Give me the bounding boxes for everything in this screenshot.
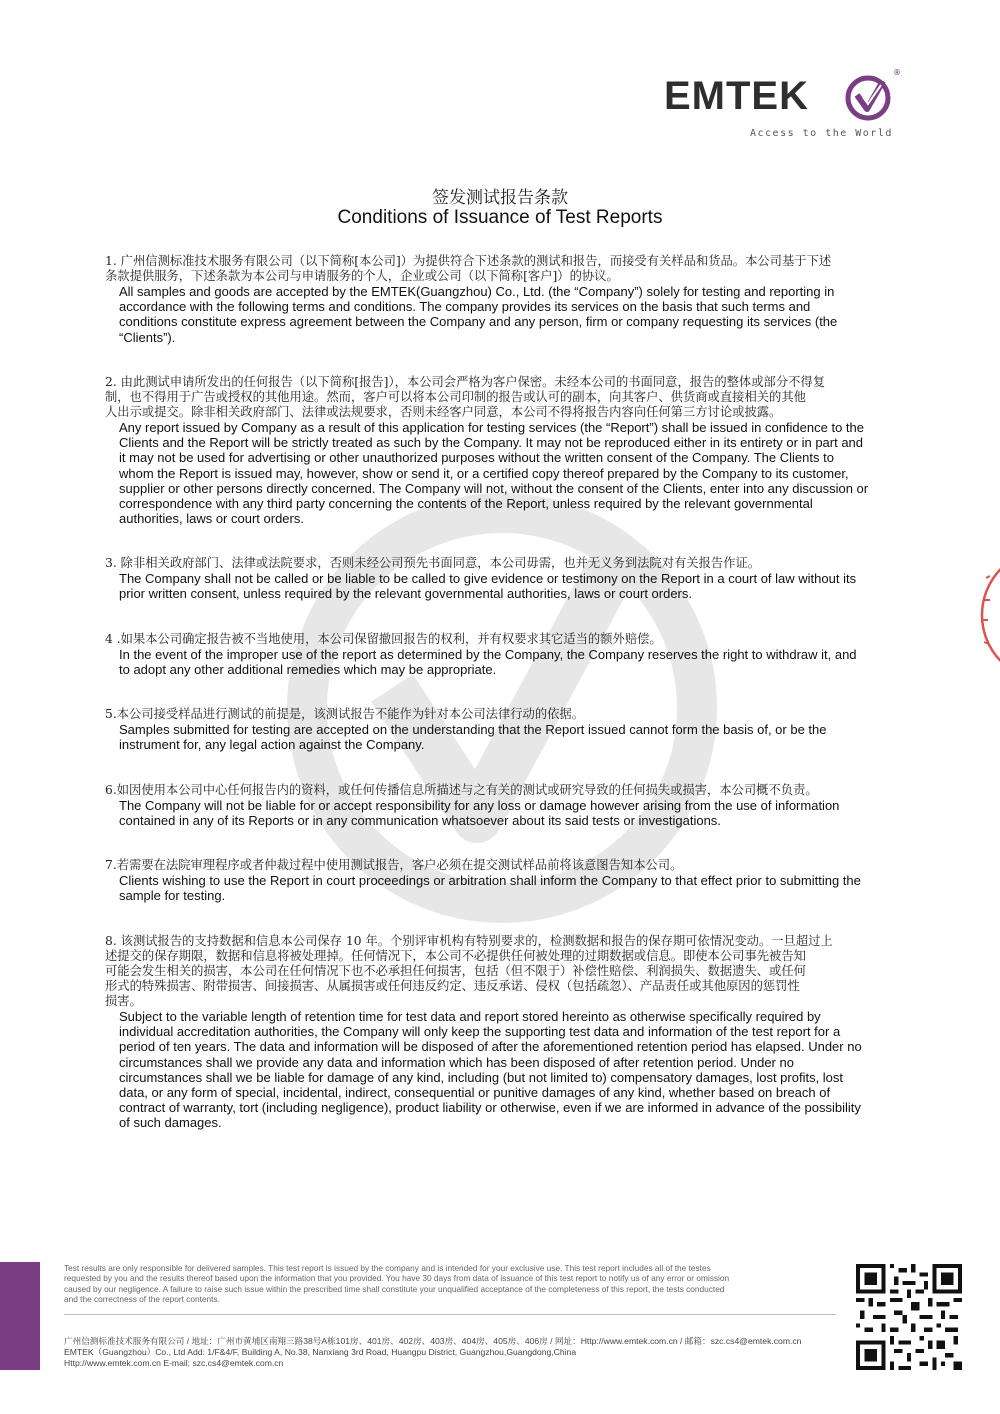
clause-7 — [105, 858, 945, 903]
footer-disclaimer: Test results are only responsible for delivered samples. This test report is issued by the company and is intended for your exclusive use. This test report includes all of the testes requested by you and the results thereof based upon the information that you provided. You have 30 days from data of issuance of this test report to notify us of any error or omission caused by our negligence. A failure to raise such issue within the prescribed time shall constitute your unqualified acceptance of the completeness of this report, the tests conducted and the correctness of the report contents. — [64, 1263, 730, 1305]
qr-code-icon[interactable] — [856, 1264, 962, 1370]
footer-accent-bar — [0, 1262, 40, 1370]
clause-4 — [105, 632, 945, 677]
logo-wordmark: EMTEK — [664, 74, 809, 118]
emtek-logo — [664, 68, 904, 148]
clause-5-english: Samples submitted for testing are accepted on the understanding that the Report issued cannot form the basis of, or be the instrument for, any legal action against the Company. — [119, 722, 827, 753]
logo-check-circle-icon — [843, 73, 893, 123]
clause-8 — [105, 934, 945, 1131]
clause-1-english: All samples and goods are accepted by the EMTEK(Guangzhou) Co., Ltd. (the “Company”) solely for testing and reporting in accordance with the following terms and conditions. The company provides its services on the basis that such terms and conditions constitute express agreement between the Company and any person, firm or company requesting its services (the “Clients”). — [119, 284, 838, 345]
page-title-english: Conditions of Issuance of Test Reports — [337, 207, 663, 228]
logo-tagline: Access to the World — [750, 128, 893, 139]
clause-8-chinese: 8. 该测试报告的支持数据和信息本公司保存 10 年。个别评审机构有特别要求的，检测数据和报告的保存期可依情况变动。一旦超过上 述提交的保存期限，数据和信息将被处理掉。任何情况下，本公司不必提供任何被处理的过期数据或信息。即使本公司事先被告知 可能会发生相关的损害，本公司在任何情况下也不必承担任何损害，包括（但不限于）补偿性赔偿、利润损失、数据遗失、或任何 形式的特殊损害、附带损害、间接损害、从属损害或任何违反约定、违反承诺、侵权（包括疏忽）、产品责任或其他原因的惩罚性 损害。 — [105, 934, 833, 1008]
red-seal-stamp-icon — [968, 540, 1000, 690]
registered-mark: ® — [893, 68, 901, 77]
clause-3-chinese: 3. 除非相关政府部门、法律或法院要求，否则未经公司预先书面同意，本公司毋需，也并无义务到法院对有关报告作证。 — [105, 556, 761, 570]
clause-6 — [105, 783, 945, 828]
clause-5 — [105, 707, 945, 752]
clause-7-english: Clients wishing to use the Report in court proceedings or arbitration shall inform the Company to that effect prior to submitting the sample for testing. — [119, 873, 861, 904]
clause-6-chinese: 6.如因使用本公司中心任何报告内的资料，或任何传播信息所描述与之有关的测试或研究导致的任何损失或损害，本公司概不负责。 — [105, 783, 818, 797]
clause-1-chinese: 1. 广州信测标准技术服务有限公司（以下简称[本公司]）为提供符合下述条款的测试和报告，而接受有关样品和货品。本公司基于下述 条款提供服务，下述条款为本公司与申请服务的个人，企业或公司（以下简称[客户]）的协议。 — [105, 254, 832, 283]
clause-3-english: The Company shall not be called or be liable to be called to give evidence or testimony on the Report in a court of law without its prior written consent, unless required by the relevant governmental authorities, laws or court orders. — [119, 571, 857, 602]
footer-divider — [64, 1314, 836, 1315]
clause-8-english: Subject to the variable length of retention time for test data and report stored hereinto as otherwise specifically required by individual accreditation authorities, the Company will only keep the supporting test data and information of the test report for a period of ten years. The data and information will be disposed of after the aforementioned retention period has elapsed. Under no circumstances shall we provide any data and information which has been disposed of after retention period. Under no circumstances shall we be liable for damage of any kind, including (but not limited to) compensatory damages, lost profits, lost data, or any form of special, incidental, indirect, consequential or punitive damages of any kind, whether based on breach of contract of warranty, tort (including negligence), product liability or otherwise, even if we are informed in advance of the possibility of such damages. — [119, 1009, 862, 1131]
clause-5-chinese: 5.本公司接受样品进行测试的前提是，该测试报告不能作为针对本公司法律行动的依据。 — [105, 707, 585, 721]
clause-2 — [105, 375, 945, 526]
clause-2-chinese: 2. 由此测试申请所发出的任何报告（以下简称[报告]），本公司会严格为客户保密。未经本公司的书面同意，报告的整体或部分不得复 制，也不得用于广告或授权的其他用途。然而，客户可以将本公司印制的报告或认可的副本，向其客户、供货商或直接相关的其他 人出示或提交。除非相关政府部门、法律或法规要求，否则未经客户同意，本公司不得将报告内容向任何第三方讨论或披露。 — [105, 375, 826, 419]
clause-1 — [105, 254, 945, 345]
page-title-chinese: 签发测试报告条款 — [432, 188, 568, 208]
clause-4-chinese: 4 .如果本公司确定报告被不当地使用，本公司保留撤回报告的权利，并有权要求其它适当的额外赔偿。 — [105, 632, 662, 646]
clause-7-chinese: 7.若需要在法院审理程序或者仲裁过程中使用测试报告，客户必须在提交测试样品前将该意图告知本公司。 — [105, 858, 683, 872]
clause-3 — [105, 556, 945, 601]
clause-6-english: The Company will not be liable for or accept responsibility for any loss or damage however arising from the use of information contained in any of its Reports or in any communication whatsoever about its said tests or investigations. — [119, 798, 840, 829]
clause-2-english: Any report issued by Company as a result of this application for testing services (the “Report”) shall be issued in confidence to the Clients and the Report will be strictly treated as such by the Company. It may not be reproduced either in its entirety or in part and it may not be used for advertising or other unauthorized purposes without the written consent of the Company. The Clients to whom the Report is issued may, however, show or send it, or a certified copy thereof prepared by the Company to its customer, supplier or other persons directly concerned. The Company will not, without the consent of the Clients, enter into any discussion or correspondence with any third party concerning the contents of the Report, unless required by the relevant governmental authorities, laws or court orders. — [119, 420, 869, 527]
clause-4-english: In the event of the improper use of the report as determined by the Company, the Company reserves the right to withdraw it, and to adopt any other additional remedies which may be appropriate. — [119, 647, 857, 678]
footer-address: 广州信测标准技术服务有限公司 / 地址：广州市黄埔区南翔三路38号A栋101房、401房、402房、403房、404房、405房、406房 / 网址：Http://www.emtek.com.cn / 邮箱：szc.cs4@emtek.com.cn EMTEK（Guangzhou）Co., Ltd Add: 1/F&4/F, Building A, No.38, Nanxiang 3rd Road, Huangpu District, Guangzhou,Guangdong,China Http://www.emtek.com.cn E-mail: szc.cs4@emtek.com.cn — [64, 1336, 802, 1369]
